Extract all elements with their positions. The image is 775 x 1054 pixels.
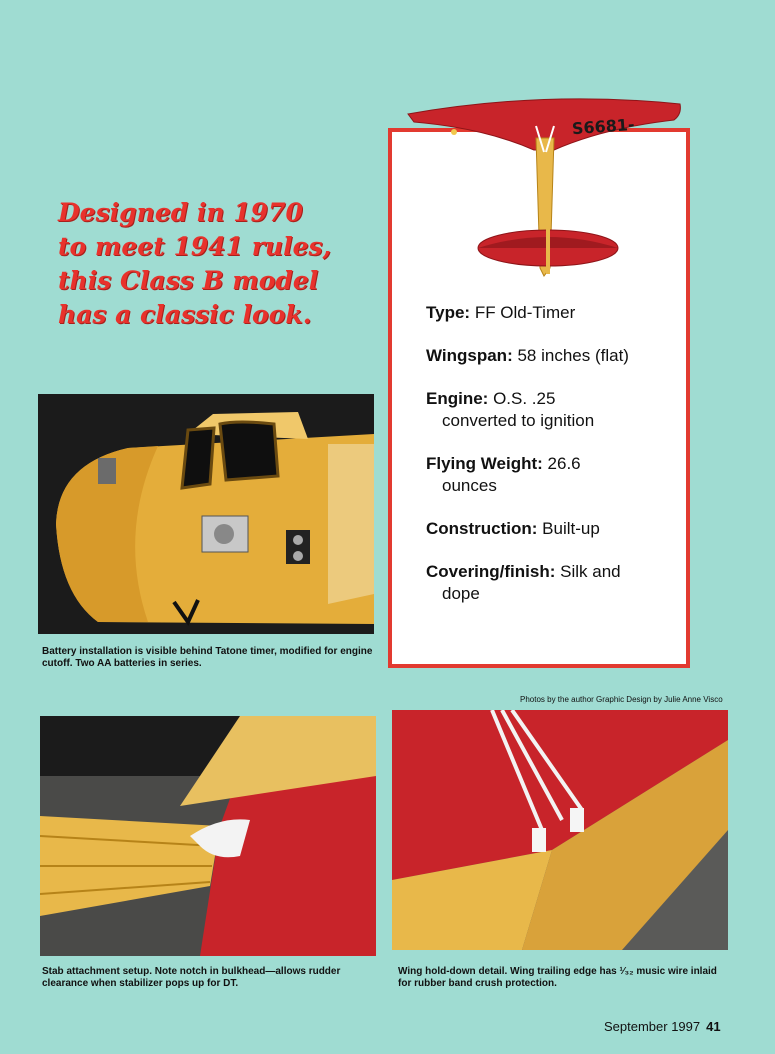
spec-value: 26.6 xyxy=(547,454,581,473)
headline-line-4: has a classic look. xyxy=(58,300,312,329)
spec-value: FF Old-Timer xyxy=(474,303,576,322)
spec-continuation: dope xyxy=(442,584,480,603)
battery-photo xyxy=(38,394,374,634)
issue-date: September 1997 xyxy=(604,1019,701,1034)
spec-continuation: converted to ignition xyxy=(442,411,595,430)
spec-key: Covering/finish: xyxy=(426,562,556,581)
photo-credit: Photos by the author Graphic Design by Julie Anne Visco xyxy=(520,695,723,704)
wing-holddown-photo xyxy=(392,710,728,950)
stab-photo xyxy=(40,716,376,956)
spec-type xyxy=(426,302,688,324)
spec-key: Type: xyxy=(426,303,471,322)
headline xyxy=(58,196,332,332)
spec-list xyxy=(426,302,688,626)
spec-key: Flying Weight: xyxy=(426,454,543,473)
spec-value: 58 inches (flat) xyxy=(517,346,629,365)
headline-line-1: Designed in 1970 xyxy=(58,198,303,227)
spec-continuation: ounces xyxy=(442,476,497,495)
stab-caption: Stab attachment setup. Note notch in bulkhead—allows rudder clearance when stabilizer pops up for DT. xyxy=(42,966,341,989)
spec-engine xyxy=(426,388,688,432)
spec-key: Engine: xyxy=(426,389,489,408)
spec-value: Built-up xyxy=(542,519,600,538)
spec-covering xyxy=(426,561,688,605)
spec-value: Silk and xyxy=(560,562,621,581)
battery-caption: Battery installation is visible behind Tatone timer, modified for engine cutoff. Two AA batteries in series. xyxy=(42,646,373,669)
spec-key: Wingspan: xyxy=(426,346,513,365)
headline-line-2: to meet 1941 rules, xyxy=(58,232,332,261)
spec-value: O.S. .25 xyxy=(493,389,556,408)
headline-line-3: this Class B model xyxy=(58,266,319,295)
spec-flying-weight xyxy=(426,453,688,497)
page-number: 41 xyxy=(706,1019,721,1034)
spec-construction xyxy=(426,518,688,540)
wing-caption: Wing hold-down detail. Wing trailing edge has ¹⁄₃₂ music wire inlaid for rubber band crush protection. xyxy=(398,966,717,989)
wing-registration: S6681- xyxy=(571,114,636,139)
spec-wingspan xyxy=(426,345,688,367)
plane-top-view-image xyxy=(404,98,684,278)
spec-key: Construction: xyxy=(426,519,538,538)
page-footer xyxy=(604,1019,721,1034)
